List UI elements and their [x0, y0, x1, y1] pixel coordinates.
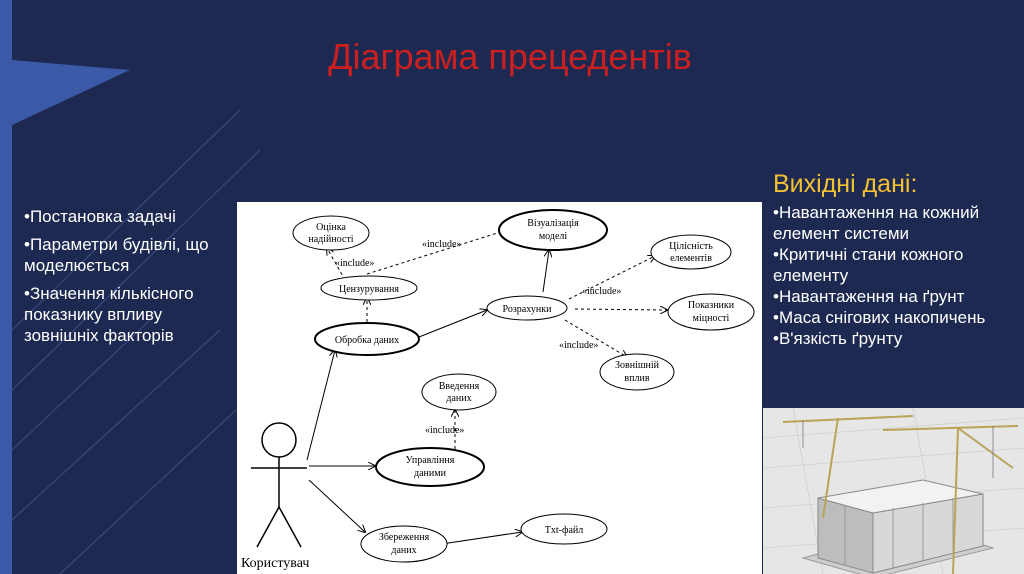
use-case-reliability [293, 216, 369, 250]
use-case-censoring [321, 276, 417, 300]
input-data-heading: Вихідні дані: [773, 170, 918, 198]
svg-text:Цілісність: Цілісність [669, 241, 713, 252]
use-case-visualization [499, 210, 607, 250]
include-label: «include» [422, 239, 462, 250]
svg-text:Txt-файл: Txt-файл [544, 525, 584, 536]
svg-text:Збереження: Збереження [378, 532, 430, 543]
slide-title: Діаграма прецедентів [328, 36, 692, 77]
svg-text:Управління: Управління [405, 455, 455, 466]
use-case-strength [668, 294, 754, 330]
bullet-external-factors: •Значення кількісного показнику впливу зовнішніх факторів [24, 284, 194, 345]
left-bullets [24, 206, 234, 353]
svg-text:Обробка даних: Обробка даних [334, 335, 400, 346]
svg-text:Введення: Введення [438, 381, 480, 392]
input-data-list [773, 202, 1018, 349]
use-case-calculations [487, 296, 567, 320]
include-label: «include» [582, 286, 622, 297]
use-case-processing [315, 323, 419, 355]
use-case-management [376, 448, 484, 486]
svg-text:Візуалізація: Візуалізація [527, 218, 579, 229]
svg-text:моделі: моделі [538, 231, 568, 242]
use-case-txt-file [521, 514, 607, 544]
construction-image [763, 408, 1024, 574]
include-label: «include» [559, 340, 599, 351]
use-case-saving [361, 526, 447, 562]
input-item-snow-mass: •Маса снігових накопичень [773, 308, 986, 327]
svg-text:Оцінка: Оцінка [316, 222, 346, 233]
input-item-soil-load: •Навантаження на ґрунт [773, 287, 965, 306]
input-item-soil-viscosity: •В'язкість ґрунту [773, 329, 903, 348]
diagram-canvas [237, 202, 762, 574]
use-case-integrity [651, 235, 731, 269]
construction-illustration [763, 408, 1024, 574]
bullet-task: •Постановка задачі [24, 207, 176, 226]
svg-text:Показники: Показники [687, 300, 735, 311]
svg-text:даними: даними [414, 468, 446, 479]
use-case-input [422, 374, 496, 410]
svg-text:вплив: вплив [624, 373, 650, 384]
actor-label: Користувач [241, 556, 310, 571]
include-label: «include» [335, 258, 375, 269]
input-item-element-load: •Навантаження на кожний елемент системи [773, 203, 980, 243]
svg-text:Цензурування: Цензурування [339, 284, 399, 295]
svg-text:елементів: елементів [670, 253, 712, 264]
svg-text:міцності: міцності [692, 313, 730, 324]
svg-text:надійності: надійності [308, 234, 354, 245]
actor-user [251, 423, 307, 547]
include-label: «include» [425, 425, 465, 436]
use-case-diagram [237, 202, 762, 574]
use-case-external [600, 354, 674, 390]
svg-text:Зовнішній: Зовнішній [614, 360, 660, 371]
svg-text:даних: даних [446, 393, 472, 404]
bullet-building-params: •Параметри будівлі, що моделюється [24, 235, 209, 275]
svg-text:даних: даних [391, 545, 417, 556]
input-item-critical-states: •Критичні стани кожного елементу [773, 245, 964, 285]
svg-text:Розрахунки: Розрахунки [502, 304, 552, 315]
